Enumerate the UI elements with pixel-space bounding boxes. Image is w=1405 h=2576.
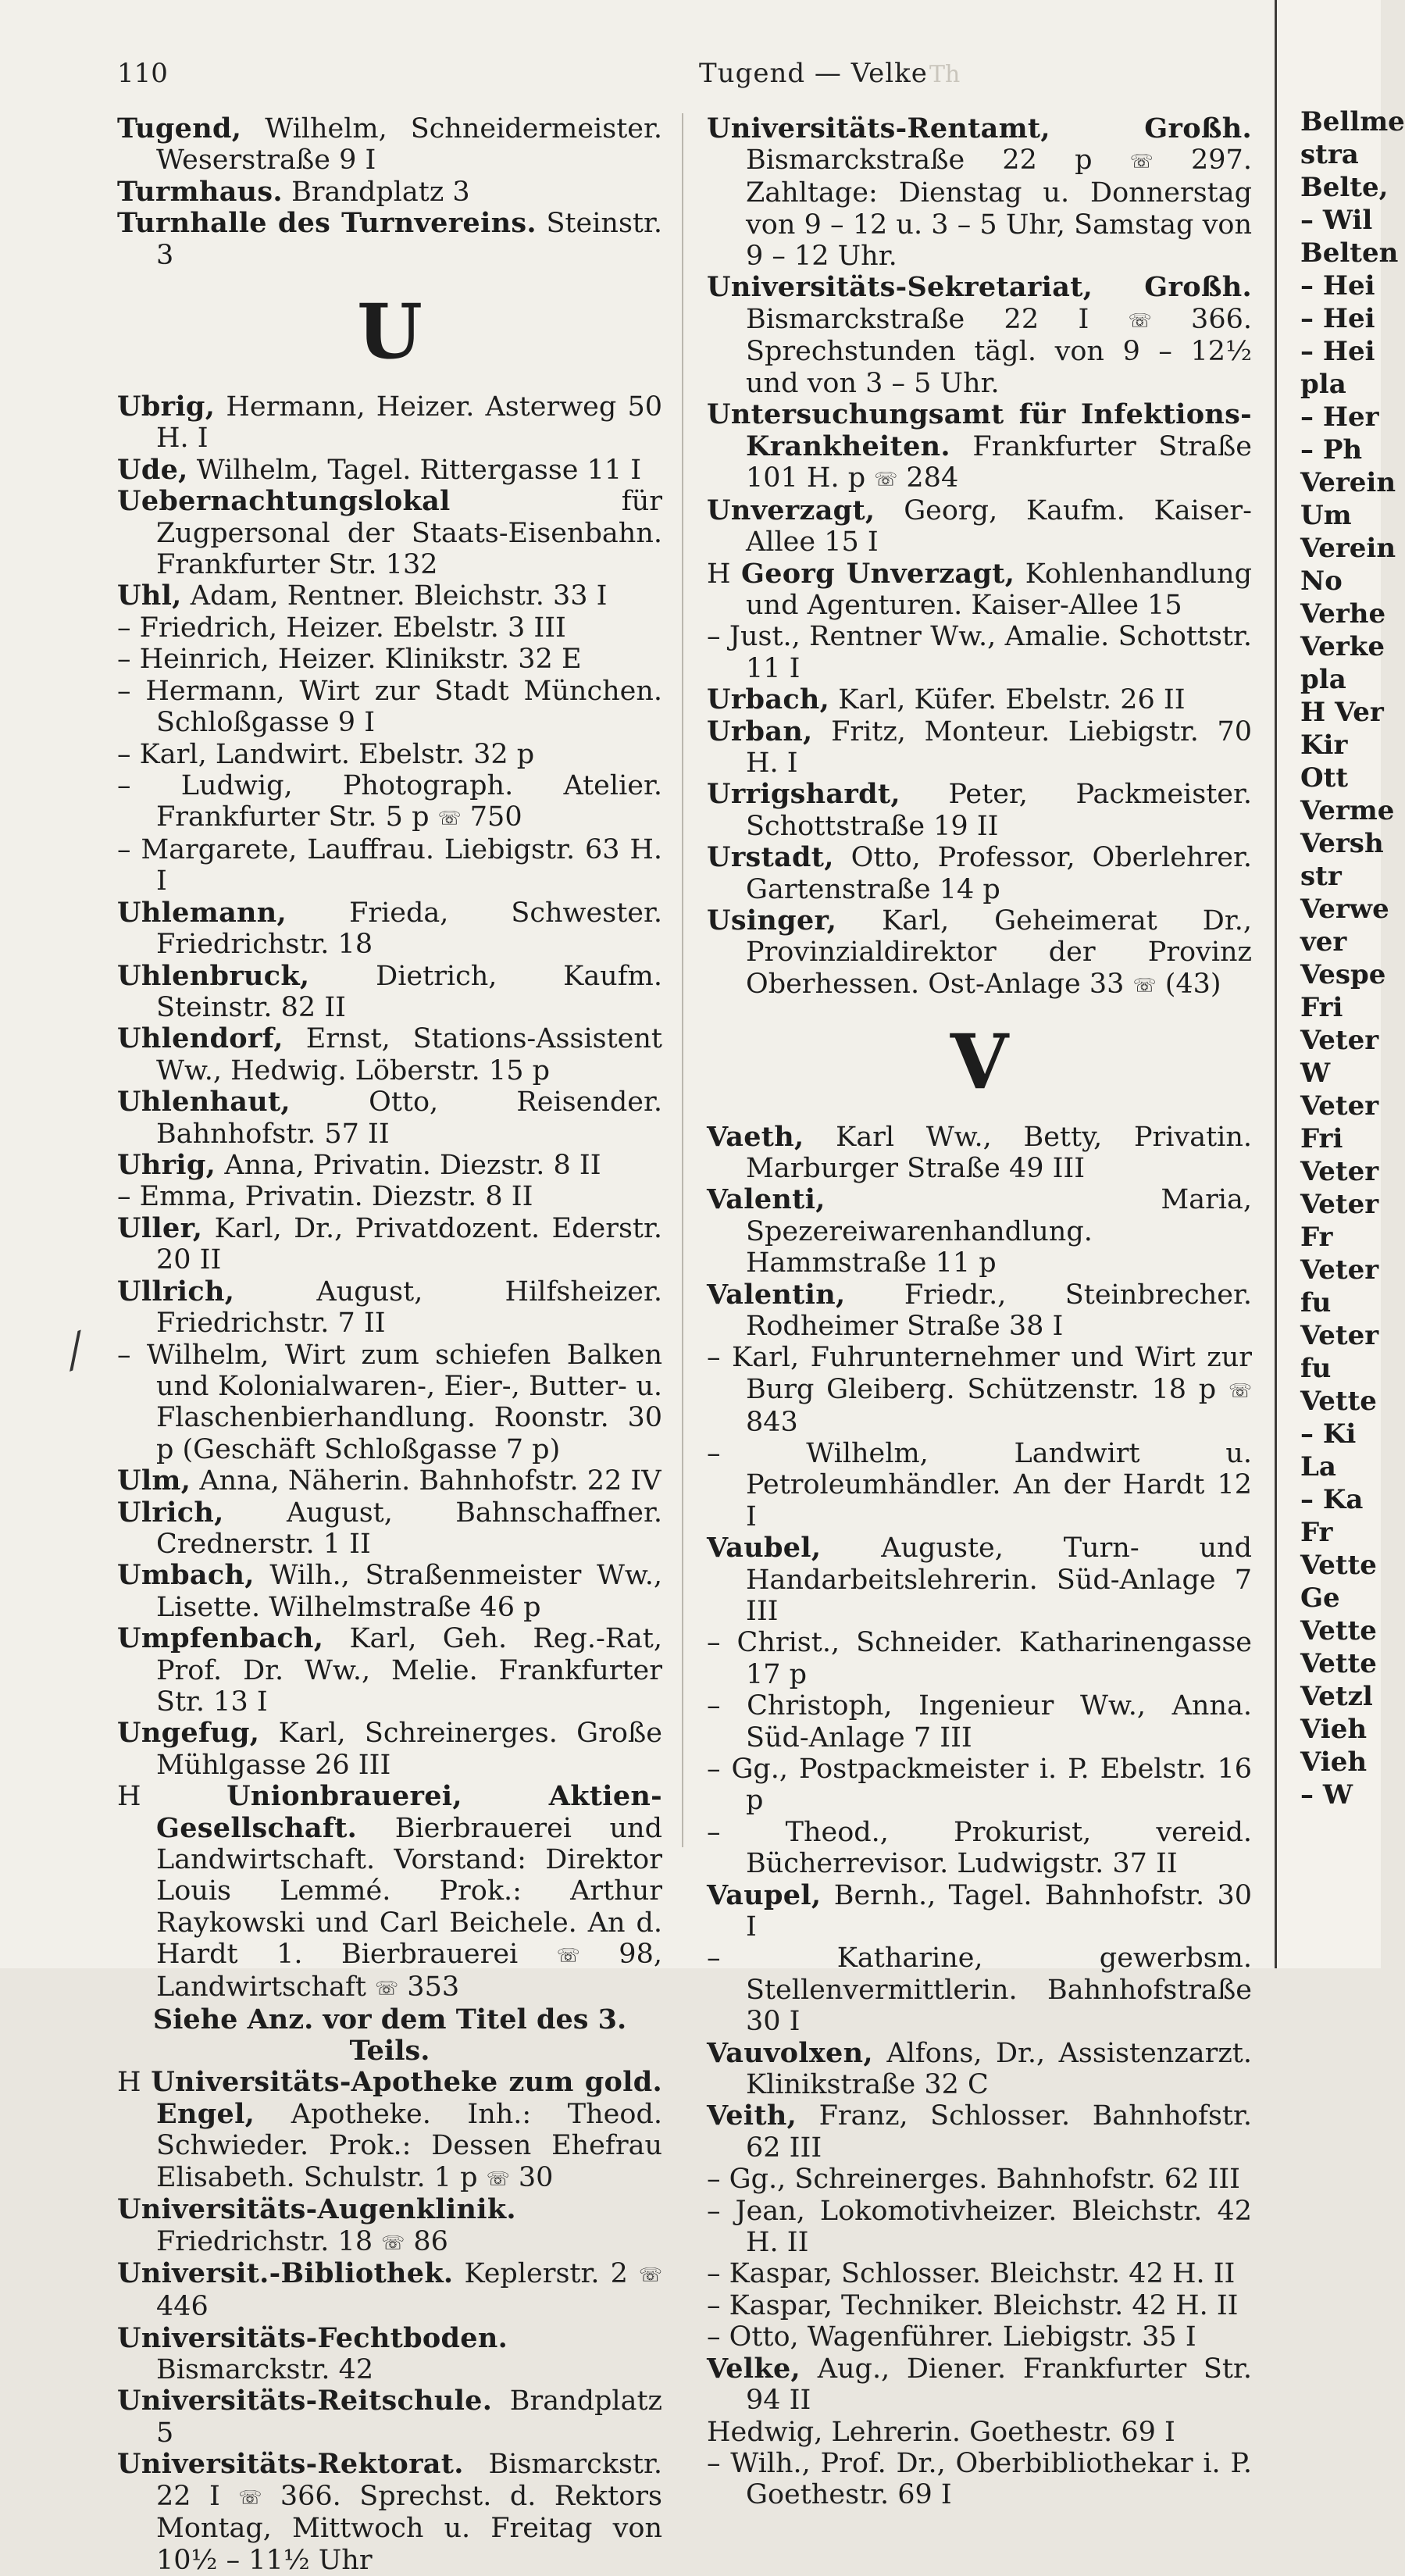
telephone-icon: ☏ <box>238 2485 262 2508</box>
neighbor-fragment: – Ki <box>1300 1418 1357 1450</box>
neighbor-fragment: pla <box>1300 664 1346 695</box>
neighbor-fragment: Fr <box>1300 1222 1333 1253</box>
entry-tugend: Tugend, Wilhelm, Schneidermeister. Weserstraße 9 I <box>117 112 662 177</box>
neighbor-fragment: Um <box>1300 500 1352 531</box>
neighbor-fragment: – Her <box>1300 401 1379 433</box>
telephone-icon: ☏ <box>638 2264 662 2286</box>
entry-veith: Veith, Franz, Schlosser. Bahnhofstr. 62 III <box>707 2100 1252 2164</box>
entry-turmhaus: Turmhaus. Brandplatz 3 <box>117 175 470 208</box>
page-number: 110 <box>117 58 168 89</box>
entry-vaeth: Vaeth, Karl Ww., Betty, Privatin. Marburger Straße 49 III <box>707 1120 1252 1184</box>
entry-velke-wilh: – Wilh., Prof. Dr., Oberbibliothekar i. P. Goethestr. 69 I <box>707 2447 1252 2511</box>
neighbor-fragment: Verke <box>1300 631 1385 662</box>
entry-uebernachtungslokal: Uebernachtungslokal für Zugpersonal der Staats-Eisenbahn. Frankfurter Str. 132 <box>117 485 662 581</box>
entry-reitschule: Universitäts-Reitschule. Brandplatz 5 <box>117 2385 662 2449</box>
neighbor-fragment: La <box>1300 1451 1336 1482</box>
entry-urban: Urban, Fritz, Monteur. Liebigstr. 70 H. I <box>707 715 1252 780</box>
neighbor-fragment: Veter <box>1300 1025 1379 1056</box>
entry-uhl: Uhl, Adam, Rentner. Bleichstr. 33 I <box>117 580 608 612</box>
entry-urbach: Urbach, Karl, Küfer. Ebelstr. 26 II <box>707 683 1186 716</box>
entry-uhl-karl: – Karl, Landwirt. Ebelstr. 32 p <box>117 738 535 770</box>
column-divider <box>682 113 683 1847</box>
neighbor-fragment: – Hei <box>1300 303 1375 334</box>
neighbor-fragment: Bellme <box>1300 106 1405 137</box>
neighbor-fragment: fu <box>1300 1287 1332 1318</box>
left-column <box>117 113 662 2576</box>
neighbor-fragment: Veter <box>1300 1090 1379 1122</box>
telephone-icon: ☏ <box>1228 1379 1252 1402</box>
entry-bibliothek: Universit.-Bibliothek. Keplerstr. 2 ☏ 446 <box>117 2257 662 2323</box>
neighbor-fragment: Belte, <box>1300 172 1389 203</box>
entry-uhl-margarete: – Margarete, Lauffrau. Liebigstr. 63 H. I <box>117 834 662 897</box>
neighbor-fragment: Ge <box>1300 1582 1340 1614</box>
neighbor-fragment: H Ver <box>1300 697 1384 728</box>
entry-uhlendorf: Uhlendorf, Ernst, Stations-Assistent Ww., Hedwig. Löberstr. 15 p <box>117 1022 662 1086</box>
neighbor-fragment: W <box>1300 1058 1331 1089</box>
entry-ude: Ude, Wilhelm, Tagel. Rittergasse 11 I <box>117 453 642 486</box>
neighbor-fragment: Ott <box>1300 762 1349 794</box>
bleed-through-text: Th <box>929 61 961 88</box>
telephone-icon: ☏ <box>874 468 898 491</box>
entry-vaupel-katharine: – Katharine, gewerbsm. Stellenvermittlerin. Bahnhofstraße 30 I <box>707 1943 1252 2038</box>
neighbor-fragment: Vette <box>1300 1615 1377 1647</box>
entry-valentin: Valentin, Friedr., Steinbrecher. Rodheimer Straße 38 I <box>707 1278 1252 1342</box>
neighbor-fragment: Verwe <box>1300 894 1389 925</box>
entry-sekretariat: Universitäts-Sekretariat, Großh. Bismarckstraße 22 I ☏ 366. Sprechstunden tägl. von 9 – 12½ und von 3 – 5 Uhr. <box>707 271 1252 399</box>
neighbor-fragment: Vieh <box>1300 1746 1368 1778</box>
neighbor-fragment: Vette <box>1300 1386 1377 1417</box>
entry-veith-gg: – Gg., Schreinerges. Bahnhofstr. 62 III <box>707 2164 1240 2196</box>
neighbor-fragment: Verme <box>1300 795 1395 826</box>
neighbor-fragment: Fri <box>1300 1123 1343 1154</box>
entry-ubrig: Ubrig, Hermann, Heizer. Asterweg 50 H. I <box>117 391 662 455</box>
entry-unionbrauerei: H Unionbrauerei, Aktien-Gesellschaft. Bierbrauerei und Landwirtschaft. Vorstand: Direktor Louis Lemmé. Prok.: Arthur Raykowski und Carl Beichele. An d. Hardt 1. Bierbrauerei ☏ 98, Landwirtschaft ☏ 353 <box>117 1780 662 2003</box>
neighbor-fragment: Veter <box>1300 1320 1379 1351</box>
neighbor-fragment: – Wil <box>1300 205 1373 236</box>
telephone-icon: ☏ <box>437 807 462 830</box>
neighbor-fragment: Verhe <box>1300 598 1386 630</box>
running-title: Tugend — Velke <box>699 58 928 89</box>
entry-velke-hedwig: Hedwig, Lehrerin. Goethestr. 69 I <box>707 2416 1175 2448</box>
neighbor-fragment: stra <box>1300 139 1359 170</box>
entry-urrigshardt: Urrigshardt, Peter, Packmeister. Schottstraße 19 II <box>707 778 1252 842</box>
entry-rentamt: Universitäts-Rentamt, Großh. Bismarckstraße 22 p ☏ 297. Zahltage: Dienstag u. Donnerstag von 9 – 12 u. 3 – 5 Uhr, Samstag von 9 – 12 Uhr. <box>707 112 1252 272</box>
entry-ulrich: Ulrich, August, Bahnschaffner. Crednerstr. 1 II <box>117 1496 662 1560</box>
entry-uhl-hermann: – Hermann, Wirt zur Stadt München. Schloßgasse 9 I <box>117 675 662 739</box>
neighbor-page-text <box>1300 105 1405 1811</box>
entry-vaubel-theod: – Theod., Prokurist, vereid. Bücherrevisor. Ludwigstr. 37 II <box>707 1816 1252 1880</box>
entry-veith-kaspar: – Kaspar, Schlosser. Bleichstr. 42 H. II <box>707 2258 1236 2290</box>
entry-vaubel-christoph: – Christoph, Ingenieur Ww., Anna. Süd-Anlage 7 III <box>707 1690 1252 1754</box>
entry-veith-kaspar-techniker: – Kaspar, Techniker. Bleichstr. 42 H. II <box>707 2289 1239 2321</box>
right-column <box>707 113 1252 2511</box>
entry-umpfenbach: Umpfenbach, Karl, Geh. Reg.-Rat, Prof. Dr. Ww., Melie. Frankfurter Str. 13 I <box>117 1622 662 1718</box>
entry-umbach: Umbach, Wilh., Straßenmeister Ww., Lisette. Wilhelmstraße 46 p <box>117 1559 662 1623</box>
neighbor-fragment: Veter <box>1300 1156 1379 1187</box>
neighbor-page-edge <box>1275 0 1405 1968</box>
neighbor-fragment: Vetzl <box>1300 1681 1373 1712</box>
neighbor-fragment: Verein <box>1300 467 1396 498</box>
neighbor-fragment: No <box>1300 566 1343 597</box>
entry-vaubel: Vaubel, Auguste, Turn- und Handarbeitslehrerin. Süd-Anlage 7 III <box>707 1532 1252 1627</box>
neighbor-fragment: fu <box>1300 1353 1332 1384</box>
neighbor-fragment: Vespe <box>1300 959 1386 990</box>
telephone-icon: ☏ <box>381 2232 405 2254</box>
entry-unverzagt-georg: H Georg Unverzagt, Kohlenhandlung und Agenturen. Kaiser-Allee 15 <box>707 557 1252 621</box>
entry-uhl-ludwig: – Ludwig, Photograph. Atelier. Frankfurter Str. 5 p ☏ 750 <box>117 769 662 833</box>
entry-uller: Uller, Karl, Dr., Privatdozent. Ederstr. 20 II <box>117 1211 662 1276</box>
neighbor-fragment: Belten <box>1300 237 1399 269</box>
entry-unverzagt: Unverzagt, Georg, Kaufm. Kaiser-Allee 15 I <box>707 494 1252 558</box>
entry-uhl-heinrich: – Heinrich, Heizer. Klinikstr. 32 E <box>117 644 582 676</box>
entry-turnhalle: Turnhalle des Turnvereins. Steinstr. 3 <box>117 207 662 271</box>
neighbor-fragment: pla <box>1300 369 1346 400</box>
entry-rektorat: Universitäts-Rektorat. Bismarckstr. 22 I ☏ 366. Sprechst. d. Rektors Montag, Mittwoch u. Freitag von 10½ – 11½ Uhr <box>117 2448 662 2576</box>
entry-unverzagt-just: – Just., Rentner Ww., Amalie. Schottstr. 11 I <box>707 621 1252 684</box>
entry-valentin-karl: – Karl, Fuhrunternehmer und Wirt zur Burg Gleiberg. Schützenstr. 18 p ☏ 843 <box>707 1342 1252 1438</box>
margin-pencil-mark: ⁄ <box>62 1325 89 1379</box>
neighbor-fragment: str <box>1300 861 1342 892</box>
entry-usinger: Usinger, Karl, Geheimerat Dr., Provinzialdirektor der Provinz Oberhessen. Ost-Anlage 33 ☏ (43) <box>707 904 1252 1000</box>
entry-ullrich: Ullrich, August, Hilfsheizer. Friedrichstr. 7 II <box>117 1275 662 1340</box>
entry-valenti: Valenti, Maria, Spezereiwarenhandlung. Hammstraße 11 p <box>707 1183 1252 1279</box>
neighbor-fragment: Fr <box>1300 1517 1333 1548</box>
neighbor-fragment: Fri <box>1300 992 1343 1023</box>
neighbor-fragment: ver <box>1300 926 1347 958</box>
neighbor-fragment: Veter <box>1300 1254 1379 1286</box>
entry-vaubel-christ: – Christ., Schneider. Katharinengasse 17 p <box>707 1627 1252 1690</box>
neighbor-fragment: – Ph <box>1300 434 1363 466</box>
entry-universitaets-apotheke: H Universitäts-Apotheke zum gold. Engel, Apotheke. Inh.: Theod. Schwieder. Prok.: Dessen Ehefrau Elisabeth. Schulstr. 1 p ☏ 30 <box>117 2066 662 2193</box>
telephone-icon: ☏ <box>486 2167 510 2189</box>
telephone-icon: ☏ <box>1132 974 1157 997</box>
telephone-icon: ☏ <box>1129 150 1154 173</box>
entry-veith-otto: – Otto, Wagenführer. Liebigstr. 35 I <box>707 2321 1196 2353</box>
entry-vaubel-gg: – Gg., Postpackmeister i. P. Ebelstr. 16 p <box>707 1753 1252 1817</box>
telephone-icon: ☏ <box>375 1977 399 2000</box>
advertisement-note: Siehe Anz. vor dem Titel des 3. Teils. <box>152 2003 627 2068</box>
section-letter-u: U <box>357 287 423 376</box>
neighbor-fragment: Vette <box>1300 1550 1377 1581</box>
neighbor-fragment: Verein <box>1300 533 1396 564</box>
neighbor-fragment: Vieh <box>1300 1714 1368 1745</box>
neighbor-fragment: Kir <box>1300 730 1348 761</box>
entry-uhlenbruck: Uhlenbruck, Dietrich, Kaufm. Steinstr. 82 II <box>117 959 662 1024</box>
entry-uhlemann: Uhlemann, Frieda, Schwester. Friedrichstr. 18 <box>117 896 662 961</box>
neighbor-fragment: – Hei <box>1300 270 1375 301</box>
entry-veith-jean: – Jean, Lokomotivheizer. Bleichstr. 42 H. II <box>707 2195 1252 2259</box>
entry-uhrig: Uhrig, Anna, Privatin. Diezstr. 8 II <box>117 1149 601 1182</box>
entry-uhl-friedrich: – Friedrich, Heizer. Ebelstr. 3 III <box>117 612 566 644</box>
entry-uhlenhaut: Uhlenhaut, Otto, Reisender. Bahnhofstr. 57 II <box>117 1086 662 1150</box>
neighbor-fragment: – Hei <box>1300 336 1375 367</box>
entry-ulm: Ulm, Anna, Näherin. Bahnhofstr. 22 IV <box>117 1465 661 1497</box>
neighbor-fragment: – W <box>1300 1779 1353 1811</box>
neighbor-fragment: – Ka <box>1300 1484 1364 1515</box>
neighbor-fragment: Veter <box>1300 1189 1379 1220</box>
entry-valentin-wilhelm: – Wilhelm, Landwirt u. Petroleumhändler. An der Hardt 12 I <box>707 1437 1252 1532</box>
entry-untersuchungsamt: Untersuchungsamt für Infektions-Krankheiten. Frankfurter Straße 101 H. p ☏ 284 <box>707 398 1252 494</box>
telephone-icon: ☏ <box>556 1944 580 1967</box>
entry-urstadt: Urstadt, Otto, Professor, Oberlehrer. Gartenstraße 14 p <box>707 841 1252 905</box>
section-letter-v: V <box>950 1017 1009 1106</box>
page-header <box>117 53 1257 100</box>
entry-ungefug: Ungefug, Karl, Schreinerges. Große Mühlgasse 26 III <box>117 1717 662 1781</box>
entry-fechtboden: Universitäts-Fechtboden. Bismarckstr. 42 <box>117 2321 508 2385</box>
entry-uhrig-emma: – Emma, Privatin. Diezstr. 8 II <box>117 1181 533 1213</box>
entry-vauvolxen: Vauvolxen, Alfons, Dr., Assistenzarzt. Klinikstraße 32 C <box>707 2036 1252 2101</box>
neighbor-fragment: Versh <box>1300 828 1384 859</box>
entry-augenklinik: Universitäts-Augenklinik. Friedrichstr. 18 ☏ 86 <box>117 2193 516 2257</box>
entry-velke: Velke, Aug., Diener. Frankfurter Str. 94 II <box>707 2352 1252 2417</box>
neighbor-fragment: Vette <box>1300 1648 1377 1679</box>
entry-ullrich-wilhelm: – Wilhelm, Wirt zum schiefen Balken und Kolonialwaren-, Eier-, Butter- u. Flaschenbierhandlung. Roonstr. 30 p (Geschäft Schloßgasse 7 p) <box>117 1339 662 1465</box>
entry-vaupel: Vaupel, Bernh., Tagel. Bahnhofstr. 30 I <box>707 1878 1252 1943</box>
telephone-icon: ☏ <box>1128 309 1152 332</box>
